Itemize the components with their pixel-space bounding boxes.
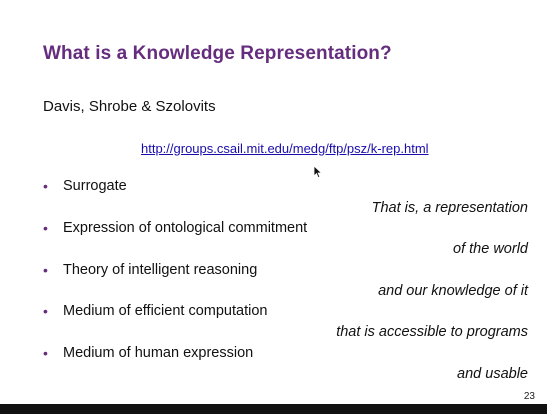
bullet-text: Surrogate (63, 178, 127, 194)
bullet-dot-icon: • (43, 303, 48, 319)
bullet-text: Medium of efficient computation (63, 303, 268, 319)
bullet-note: and our knowledge of it (378, 283, 528, 299)
bullet-dot-icon: • (43, 178, 48, 194)
slide-authors: Davis, Shrobe & Szolovits (43, 98, 216, 115)
reference-link[interactable]: http://groups.csail.mit.edu/medg/ftp/psz/k-rep.html (141, 141, 429, 156)
page-number: 23 (523, 391, 535, 402)
mouse-pointer-icon (313, 165, 323, 179)
bullet-dot-icon: • (43, 220, 48, 236)
bullet-text: Expression of ontological commitment (63, 220, 308, 236)
bullet-note: that is accessible to programs (336, 324, 528, 340)
bullet-note: and usable (457, 366, 528, 382)
bullet-note: That is, a representation (371, 200, 528, 216)
bullet-dot-icon: • (43, 262, 48, 278)
bullet-text: Theory of intelligent reasoning (63, 262, 258, 278)
bullet-text: Medium of human expression (63, 345, 254, 361)
bottom-bar (0, 404, 547, 414)
bullet-dot-icon: • (43, 345, 48, 361)
slide-title: What is a Knowledge Representation? (43, 43, 392, 64)
bullet-note: of the world (453, 241, 528, 257)
